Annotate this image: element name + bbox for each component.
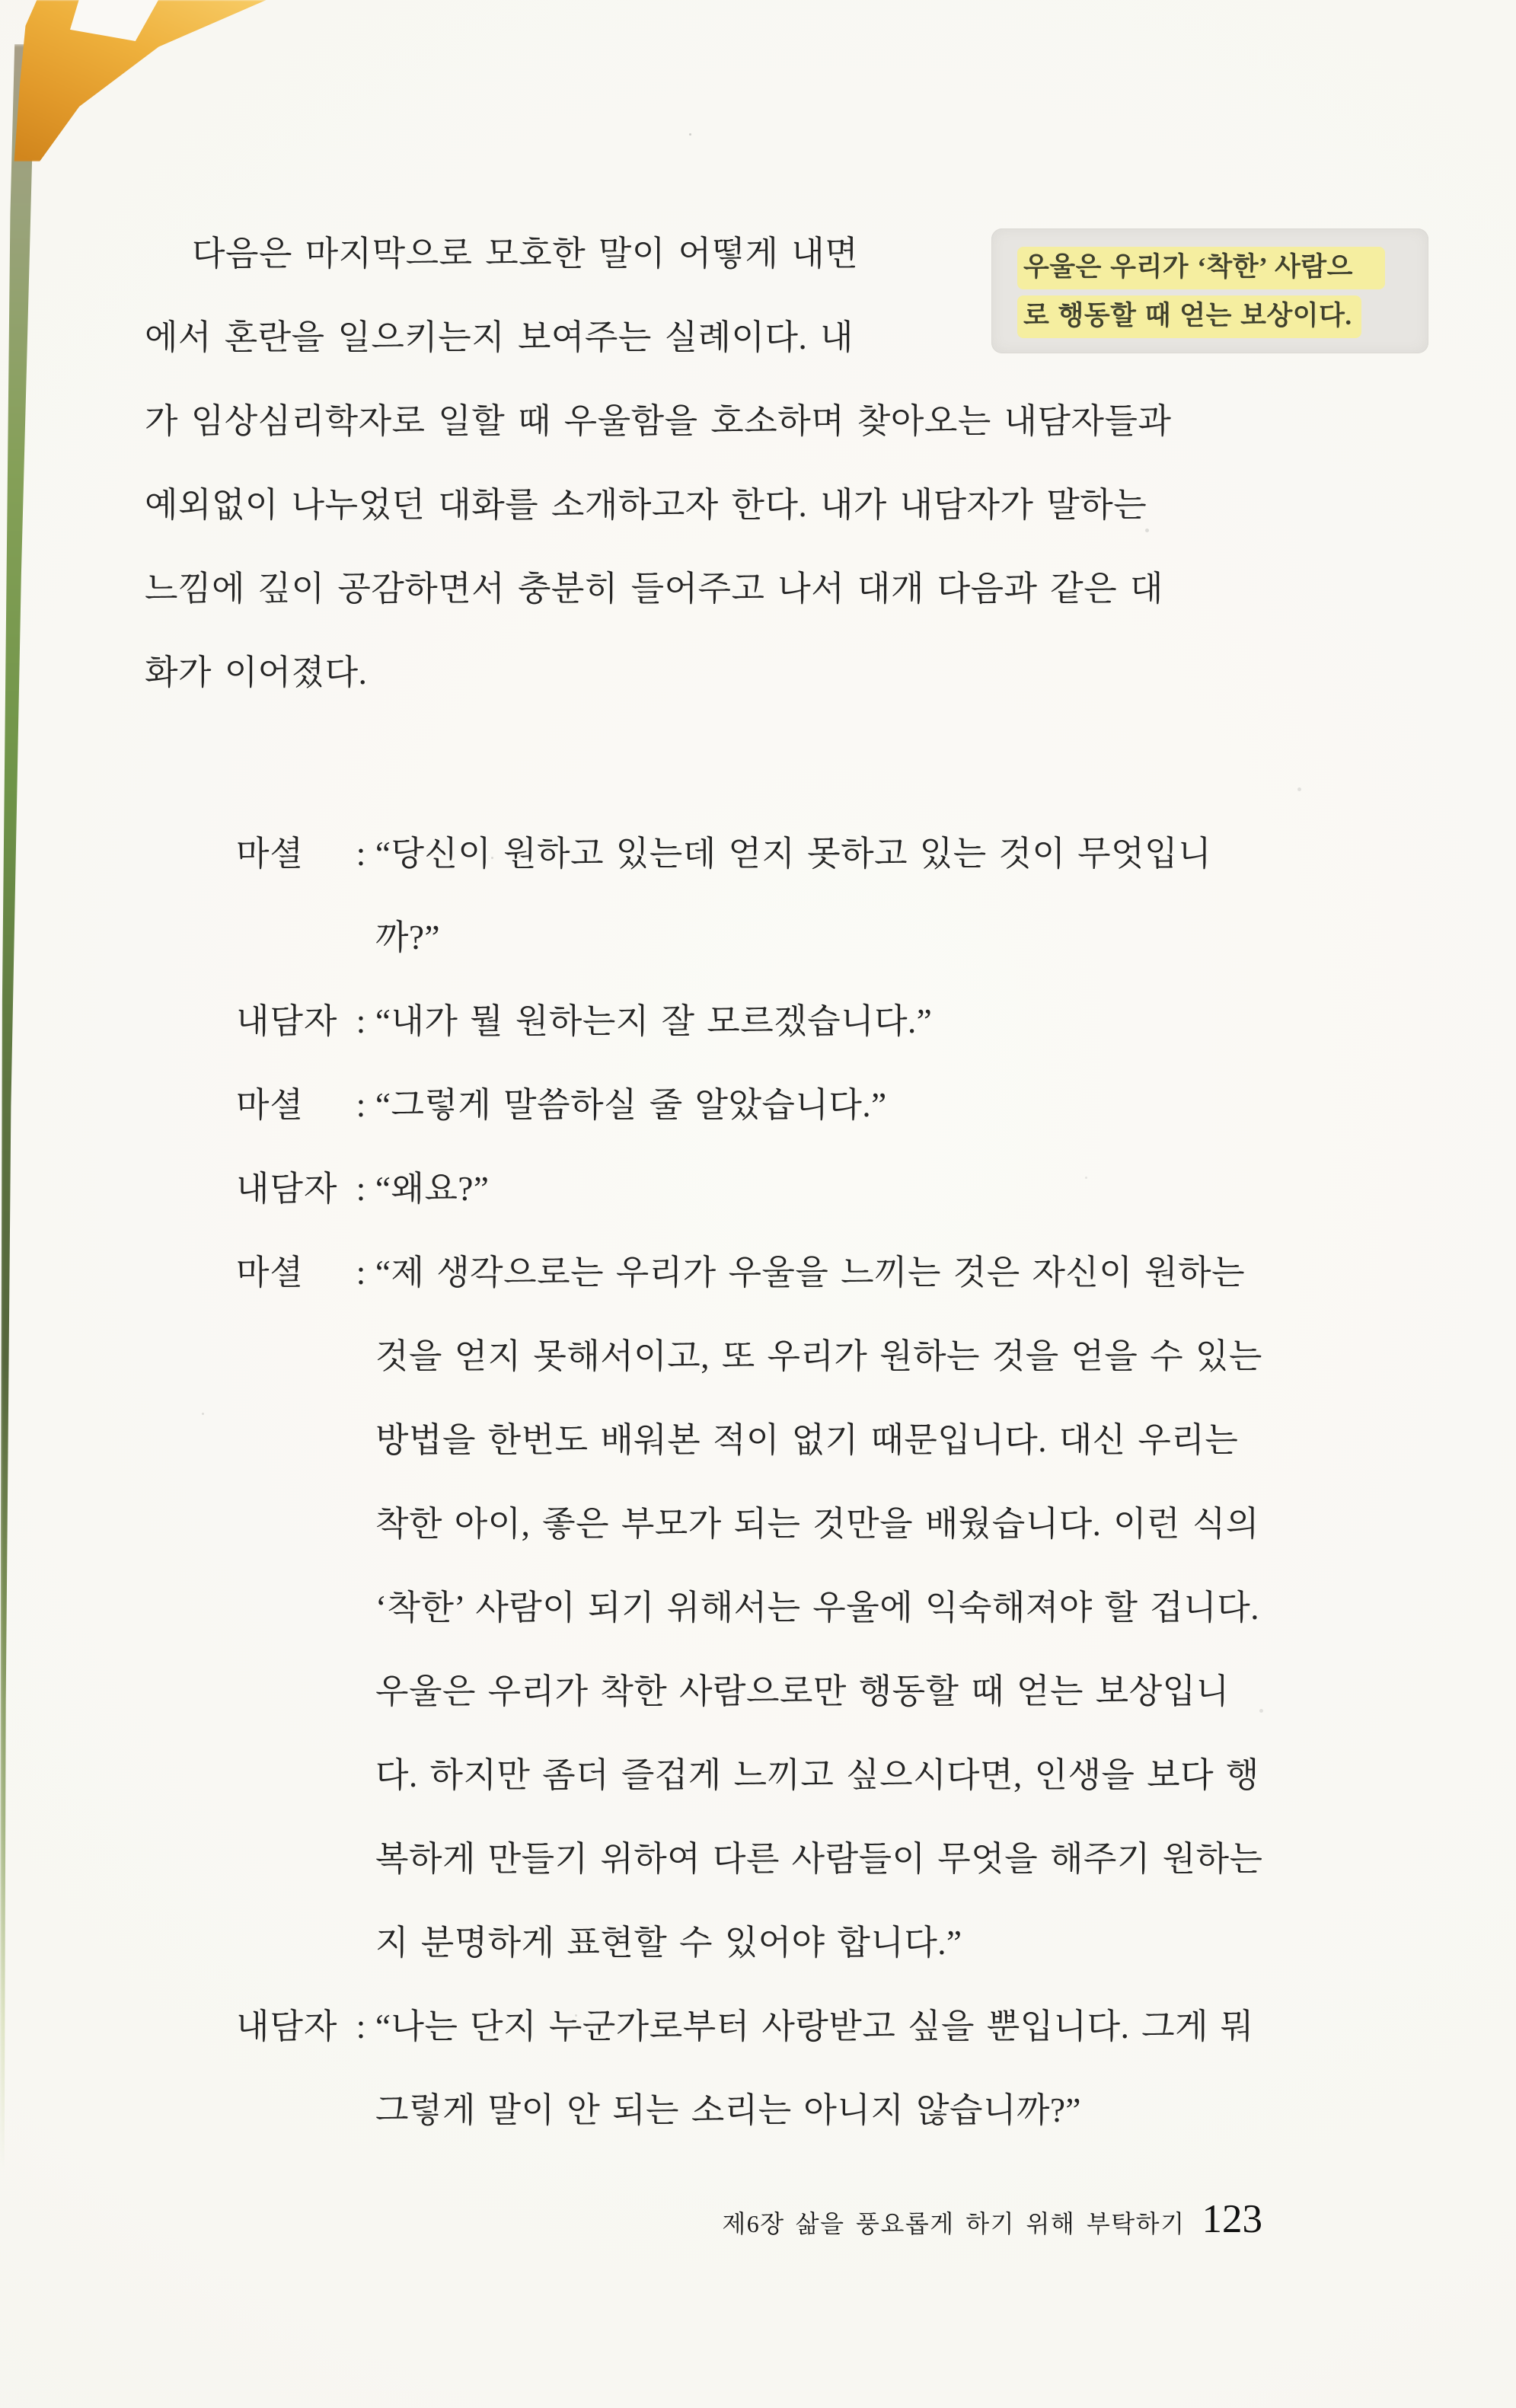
dialogue-row xyxy=(236,1147,1317,1231)
dialogue-lines xyxy=(375,812,1317,979)
page-footer xyxy=(0,2196,1262,2242)
dialogue-line: 것을 얻지 못해서이고, 또 우리가 원하는 것을 얻을 수 있는 xyxy=(375,1337,1262,1375)
paragraph-line: 다음은 마지막으로 모호한 말이 어떻게 내면 xyxy=(192,235,859,273)
margin-note xyxy=(991,228,1428,353)
dialogue-line: 다. 하지만 좀더 즐겁게 느끼고 싶으시다면, 인생을 보다 행 xyxy=(375,1756,1259,1794)
dialogue-speaker: 내담자 xyxy=(236,1170,338,1208)
dialogue-row xyxy=(236,1985,1317,2152)
margin-note-line xyxy=(1017,295,1428,344)
dialogue-colon: : xyxy=(356,1086,366,1124)
dialogue-lines xyxy=(375,1063,1317,1147)
dialogue-line: 우울은 우리가 착한 사람으로만 행동할 때 얻는 보상입니 xyxy=(375,1672,1230,1710)
footer-chapter-title: 삶을 풍요롭게 하기 위해 부탁하기 xyxy=(795,2210,1186,2237)
dialogue-line: ‘착한’ 사람이 되기 위해서는 우울에 익숙해져야 할 겁니다. xyxy=(375,1589,1259,1627)
dialogue-colon: : xyxy=(356,1170,366,1208)
dialogue-lines xyxy=(375,979,1317,1063)
dialogue-line: 복하게 만들기 위하여 다른 사람들이 무엇을 해주기 원하는 xyxy=(375,1840,1263,1878)
dialogue-line: 방법을 한번도 배워본 적이 없기 때문입니다. 대신 우리는 xyxy=(375,1421,1239,1459)
dialogue-line: 그렇게 말이 안 되는 소리는 아니지 않습니까?” xyxy=(375,2091,1081,2129)
highlighted-text: 로 행동할 때 얻는 보상이다. xyxy=(1017,295,1361,338)
highlighted-text: 우울은 우리가 ‘착한’ 사람으 xyxy=(1017,247,1385,289)
dialogue-colon: : xyxy=(356,1002,366,1040)
paragraph-line: 에서 혼란을 일으키는지 보여주는 실례이다. 내 xyxy=(145,318,854,356)
dialogue-speaker: 내담자 xyxy=(236,1002,338,1040)
dialogue-speaker: 마셜 xyxy=(236,1254,304,1292)
margin-note-line xyxy=(1017,247,1428,295)
dialogue-speaker: 내담자 xyxy=(236,2007,338,2046)
paper-specks xyxy=(689,133,691,136)
dialogue xyxy=(236,812,1317,2152)
dialogue-line: 착한 아이, 좋은 부모가 되는 것만을 배웠습니다. 이런 식의 xyxy=(375,1505,1259,1543)
dialogue-line: “그렇게 말씀하실 줄 알았습니다.” xyxy=(375,1086,887,1124)
dialogue-row xyxy=(236,1231,1317,1985)
dialogue-line: “왜요?” xyxy=(375,1170,490,1208)
dialogue-row xyxy=(236,979,1317,1063)
dialogue-speaker: 마셜 xyxy=(236,835,304,873)
dialogue-line: “내가 뭘 원하는지 잘 모르겠습니다.” xyxy=(375,1002,933,1040)
dialogue-colon: : xyxy=(356,835,366,873)
book-binding-edge xyxy=(0,44,37,2169)
paragraph-line: 화가 이어졌다. xyxy=(145,653,368,691)
paragraph-line: 예외없이 나누었던 대화를 소개하고자 한다. 내가 내담자가 말하는 xyxy=(145,486,1147,524)
paragraph-line: 느낌에 깊이 공감하면서 충분히 들어주고 나서 대개 다음과 같은 대 xyxy=(145,570,1163,608)
dialogue-colon: : xyxy=(356,1254,366,1292)
dialogue-line: “나는 단지 누군가로부터 사랑받고 싶을 뿐입니다. 그게 뭐 xyxy=(375,2007,1254,2046)
dialogue-line: 지 분명하게 표현할 수 있어야 합니다.” xyxy=(375,1924,962,1962)
dialogue-lines xyxy=(375,1985,1317,2152)
dialogue-lines xyxy=(375,1231,1317,1985)
footer-page-number: 123 xyxy=(1202,2197,1262,2241)
paragraph-line: 가 임상심리학자로 일할 때 우울함을 호소하며 찾아오는 내담자들과 xyxy=(145,402,1172,440)
dialogue-colon: : xyxy=(356,2007,366,2046)
dialogue-row xyxy=(236,812,1317,979)
dialogue-line: “제 생각으로는 우리가 우울을 느끼는 것은 자신이 원하는 xyxy=(375,1254,1246,1292)
footer-chapter-label: 제6장 xyxy=(722,2210,785,2237)
dialogue-lines xyxy=(375,1147,1317,1231)
dialogue-speaker: 마셜 xyxy=(236,1086,304,1124)
dialogue-row xyxy=(236,1063,1317,1147)
dialogue-line: “당신이 원하고 있는데 얻지 못하고 있는 것이 무엇입니 xyxy=(375,835,1212,873)
dialogue-line: 까?” xyxy=(375,918,440,956)
